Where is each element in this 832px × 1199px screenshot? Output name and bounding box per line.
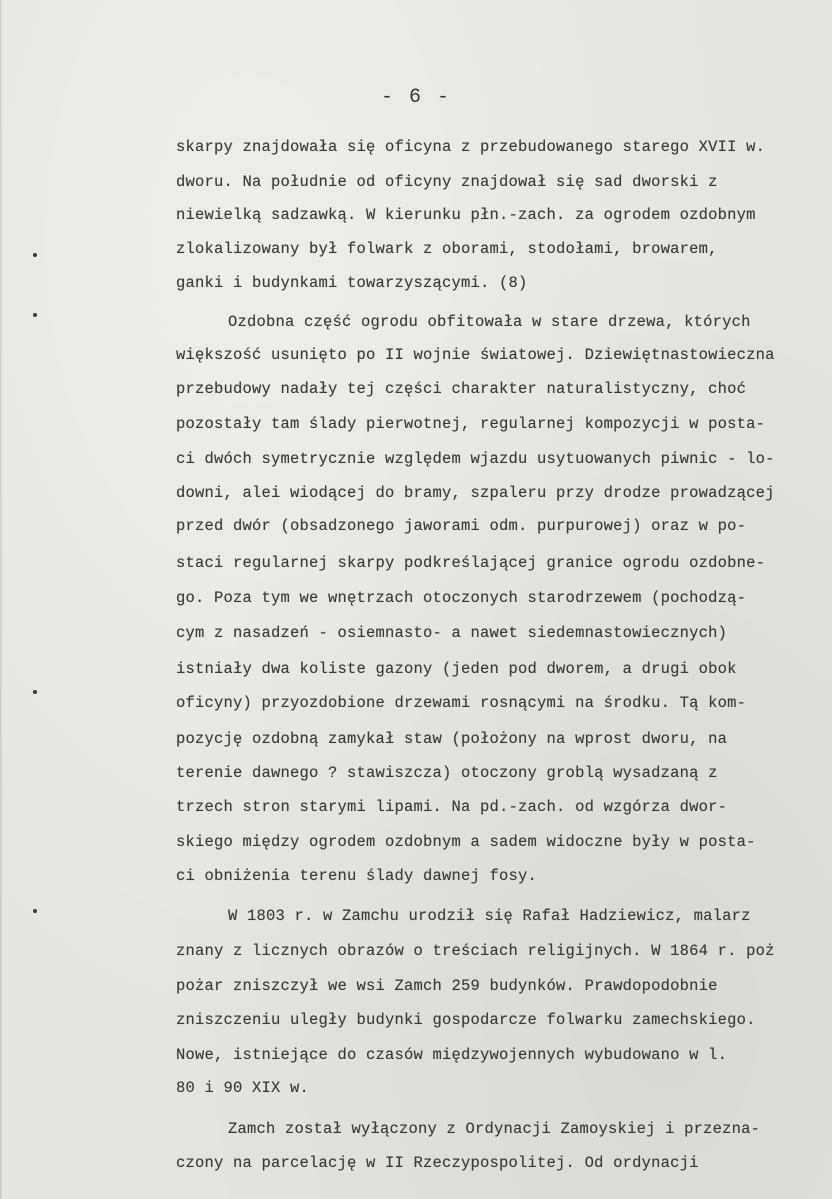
text-line: skarpy znajdowała się oficyna z przebudowanego starego XVII w.: [176, 138, 766, 156]
text-line: dworu. Na południe od oficyny znajdował się sad dworski z: [176, 173, 718, 191]
text-line: ganki i budynkami towarzyszącymi. (8): [176, 274, 528, 292]
text-line: ci dwóch symetrycznie względem wjazdu usytuowanych piwnic - lo-: [176, 450, 775, 468]
text-line: zniszczeniu uległy budynki gospodarcze folwarku zamechskiego.: [176, 1011, 756, 1029]
margin-mark-3: [33, 690, 37, 694]
text-line: pozycję ozdobną zamykał staw (położony na wprost dworu, na: [176, 730, 728, 748]
text-line: go. Poza tym we wnętrzach otoczonych starodrzewem (pochodzą-: [176, 589, 747, 607]
page-number: - 6 -: [380, 86, 451, 109]
text-line: trzech stron starymi lipami. Na pd.-zach. od wzgórza dwor-: [176, 798, 728, 816]
text-line: staci regularnej skarpy podkreślającej granice ogrodu ozdobne-: [176, 554, 766, 572]
text-line: W 1803 r. w Zamchu urodził się Rafał Hadziewicz, malarz: [228, 907, 751, 925]
text-line: 80 i 90 XIX w.: [176, 1079, 310, 1097]
text-line: Nowe, istniejące do czasów międzywojennych wybudowano w l.: [176, 1046, 728, 1064]
text-line: pozostały tam ślady pierwotnej, regularnej kompozycji w posta-: [176, 415, 766, 433]
text-line: większość usunięto po II wojnie światowej. Dziewiętnastowieczna: [176, 346, 775, 364]
margin-mark-2: [33, 313, 37, 317]
text-line: downi, alei wiodącej do bramy, szpaleru przy drodze prowadzącej: [176, 484, 775, 502]
text-line: pożar zniszczył we wsi Zamch 259 budynków. Prawdopodobnie: [176, 977, 718, 995]
text-line: Ozdobna część ogrodu obfitowała w stare drzewa, których: [228, 313, 751, 331]
text-line: ci obniżenia terenu ślady dawnej fosy.: [176, 867, 538, 885]
text-line: skiego między ogrodem ozdobnym a sadem widoczne były w posta-: [176, 833, 756, 851]
text-line: terenie dawnego ? stawiszcza) otoczony groblą wysadzaną z: [176, 764, 718, 782]
text-line: Zamch został wyłączony z Ordynacji Zamoyskiej i przezna-: [228, 1120, 761, 1138]
text-line: niewielką sadzawką. W kierunku płn.-zach. za ogrodem ozdobnym: [176, 206, 756, 224]
text-line: oficyny) przyozdobione drzewami rosnącymi na środku. Tą kom-: [176, 694, 747, 712]
text-line: czony na parcelację w II Rzeczypospolitej. Od ordynacji: [176, 1154, 699, 1172]
text-line: znany z licznych obrazów o treściach religijnych. W 1864 r. poż: [176, 942, 775, 960]
left-page-edge: [0, 0, 3, 1199]
text-line: cym z nasadzeń - osiemnasto- a nawet siedemnastowiecznych): [176, 624, 728, 642]
text-line: zlokalizowany był folwark z oborami, stodołami, browarem,: [176, 240, 718, 258]
text-line: przed dwór (obsadzonego jaworami odm. purpurowej) oraz w po-: [176, 517, 747, 535]
text-line: przebudowy nadały tej części charakter naturalistyczny, choć: [176, 380, 747, 398]
margin-mark-1: [33, 253, 37, 257]
text-line: istniały dwa koliste gazony (jeden pod dworem, a drugi obok: [176, 660, 737, 678]
margin-mark-4: [33, 909, 37, 913]
